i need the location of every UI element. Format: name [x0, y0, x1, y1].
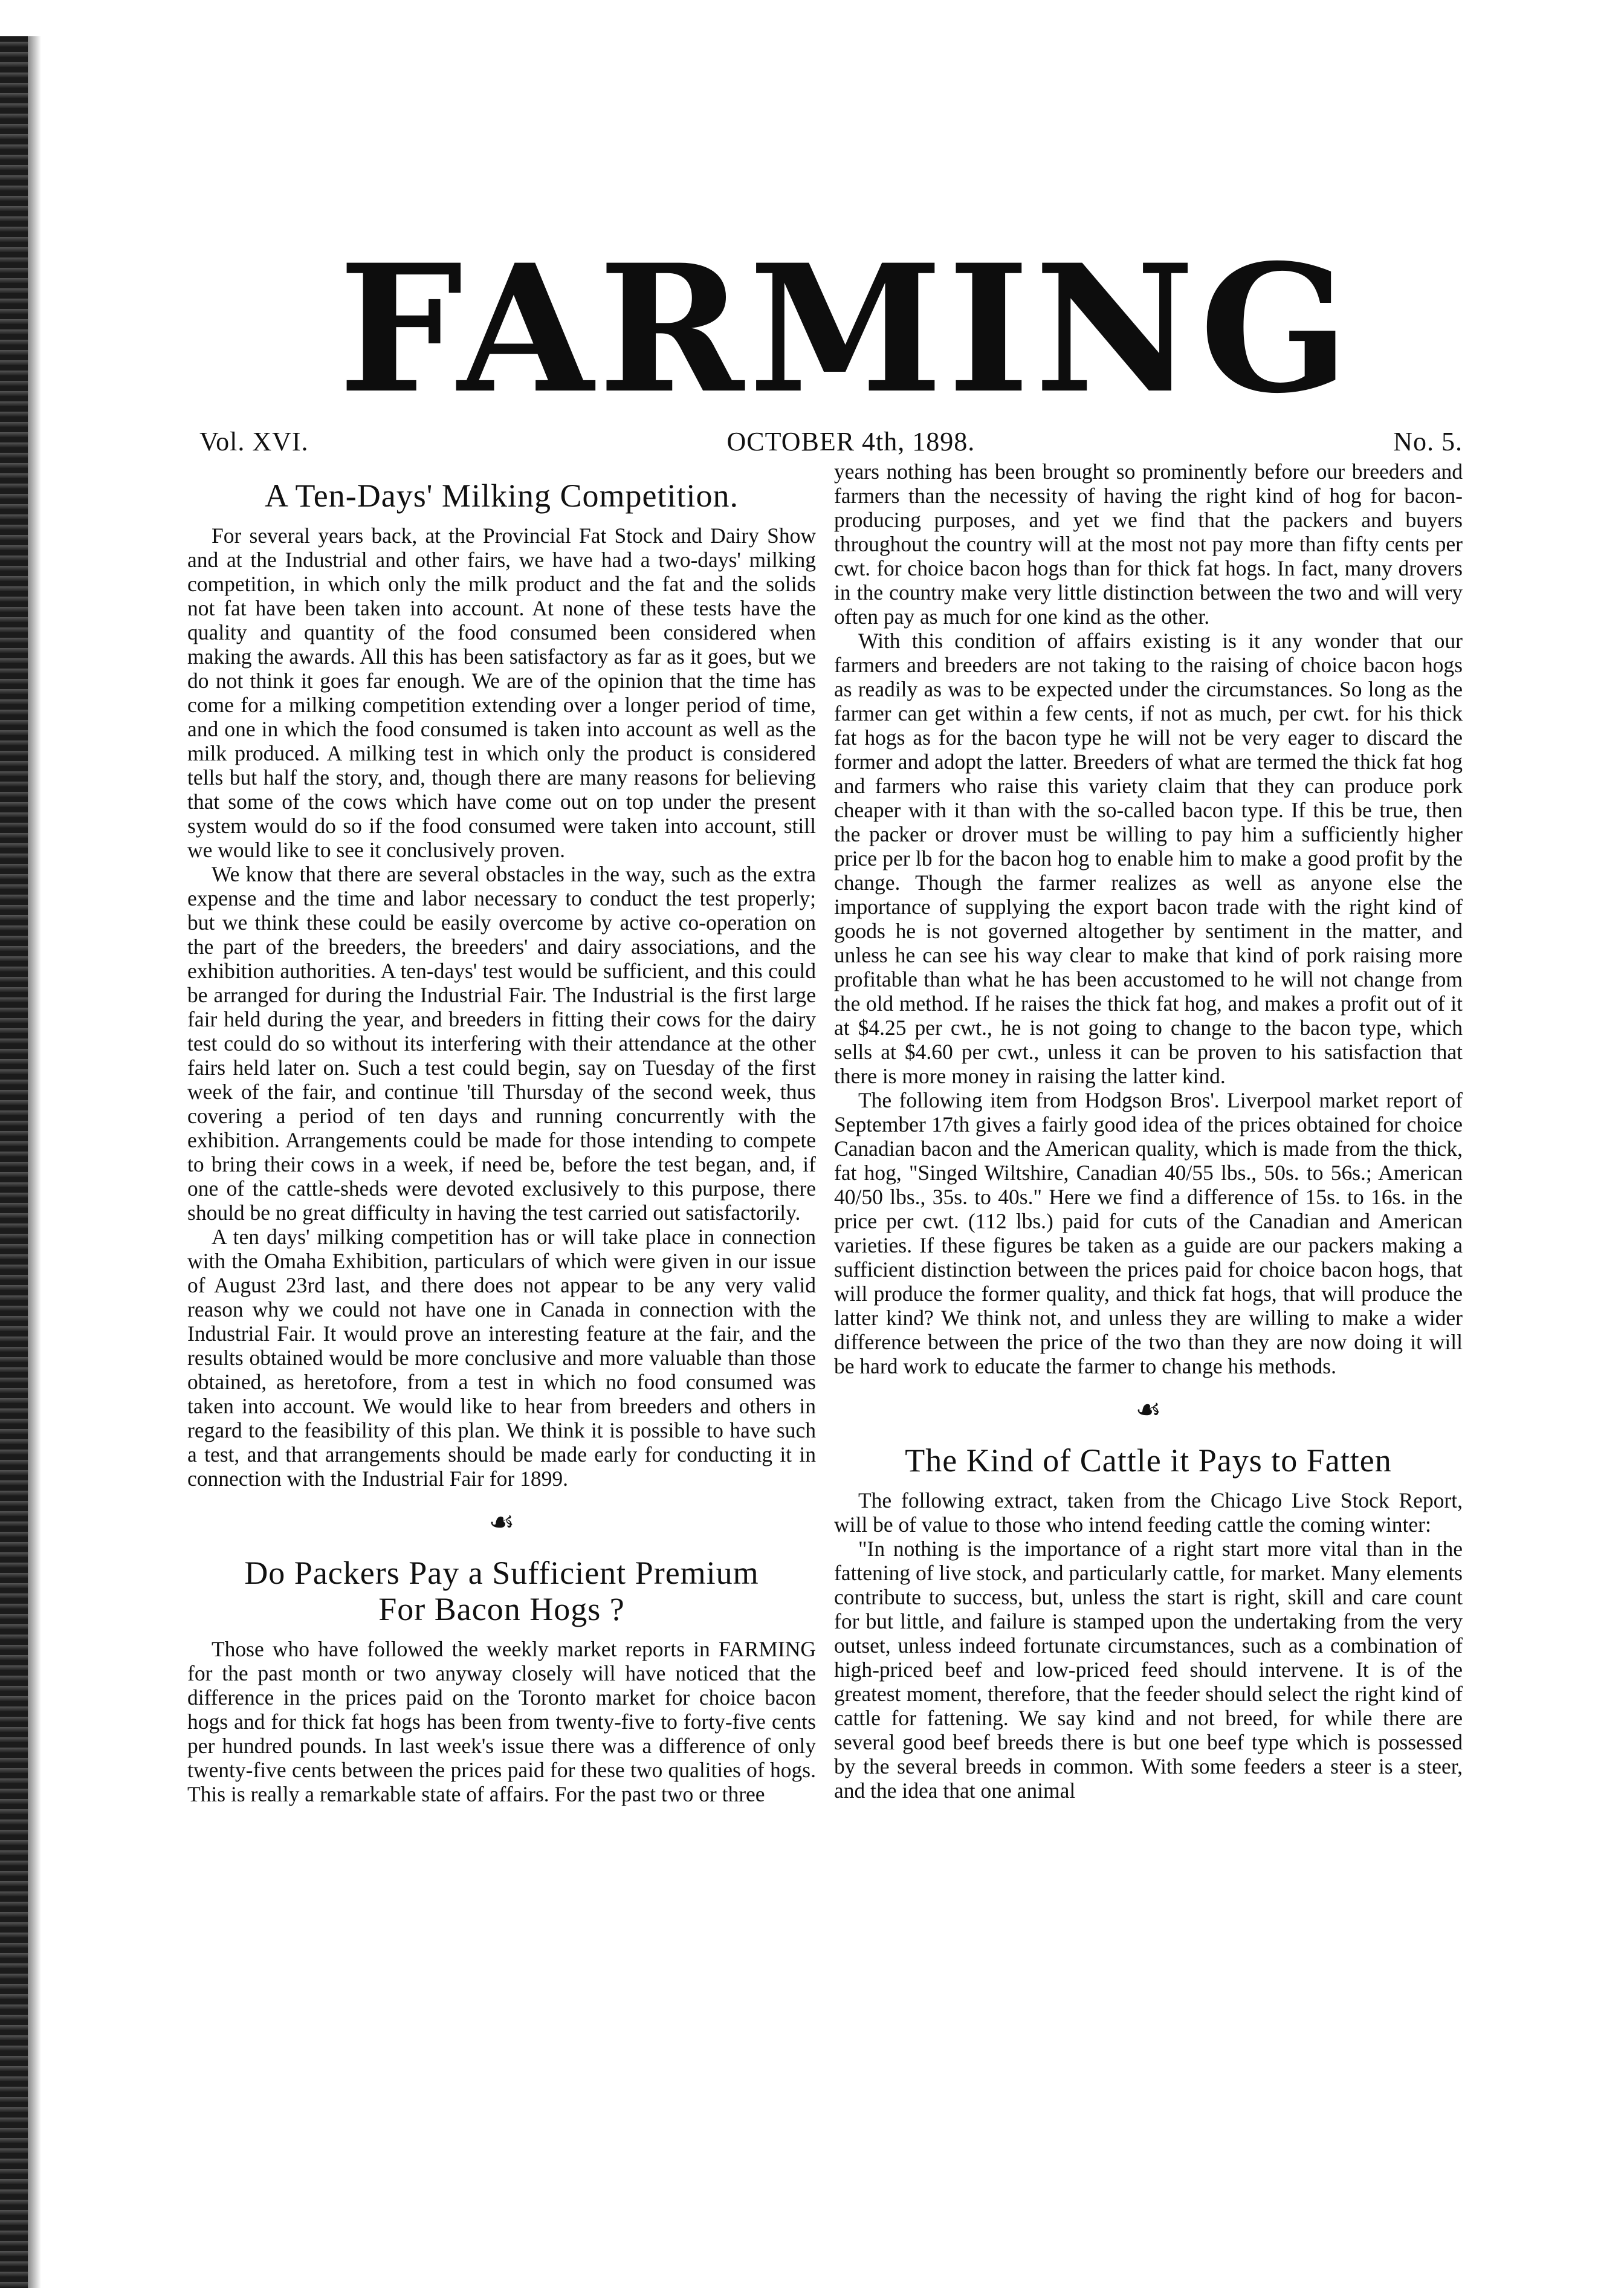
- article-paragraph: For several years back, at the Provincial Fat Stock and Dairy Show and at the Industrial and other fairs, we have had a two-days' milking competition, in which only the milk product and the fat and the solids not fat have been taken into account. At none of these tests have the quality and quantity of the food consumed been considered when making the awards. All this has been satisfactory as far as it goes, but we do not think it goes far enough. We are of the opinion that the time has come for a milking competition extending over a longer period of time, and one in which the food consumed is taken into account as well as the milk produced. A milking test in which only the product is considered tells but half the story, and, though there are many reasons for believing that some of the cows which have come out on top under the present system would do so if the food consumed were taken into account, still we would like to see it conclusively proven.: [187, 523, 816, 862]
- article-paragraph: A ten days' milking competition has or will take place in connection with the Omaha Exhibition, particulars of which were given in our issue of August 23rd last, and there does not appear to be any very valid reason why we could not have one in Canada in connection with the Industrial Fair. It would prove an interesting feature at the fair, and the results obtained would be more conclusive and more valuable than those obtained, as heretofore, from a test in which no food consumed was taken into account. We would like to hear from breeders and others in regard to the feasibility of this plan. We think it is possible to have such a test, and that arrangements should be made early for conducting it in connection with the Industrial Fair for 1899.: [187, 1225, 816, 1491]
- article-paragraph: With this condition of affairs existing is it any wonder that our farmers and breeders are not taking to the raising of choice bacon hogs as readily as was to be expected under the circumstances. So long as the farmer can get within a few cents, if not as much, per cwt. for his thick fat hogs as for the bacon type he will not be very eager to discard the former and adopt the latter. Breeders of what are termed the thick fat hog and farmers who raise this variety claim that they can produce pork cheaper with it than with the so-called bacon type. If this be true, then the packer or drover must be willing to pay him a sufficiently higher price per lb for the bacon hog to enable him to make a good profit by the change. Though the farmer realizes as well as anyone else the importance of supplying the export bacon trade with the right kind of goods he is not governed altogether by sentiment in the matter, and unless he can see his way clear to make that kind of pork raising more profitable than what he has been accustomed to he will not change from the old method. If he raises the thick fat hog, and makes a profit out of it at $4.25 per cwt., he is not going to change to the bacon type, which sells at $4.60 per cwt., unless it can be proven to his satisfaction that there is more money in raising the latter kind.: [834, 629, 1463, 1088]
- article-headline: [187, 1555, 816, 1627]
- right-column: [834, 459, 1463, 1803]
- headline-line-2: For Bacon Hogs ?: [378, 1591, 625, 1627]
- article-headline: A Ten-Days' Milking Competition.: [265, 478, 739, 514]
- article-paragraph-continued: years nothing has been brought so prominently before our breeders and farmers than the necessity of having the right kind of hog for bacon-producing purposes, and yet we find that the packers and buyers throughout the country will at the most not pay more than fifty cents per cwt. for choice bacon hogs than for thick fat hogs. In fact, many drovers in the country make very little distinction between the two and will very often pay as much for one kind as the other.: [834, 459, 1463, 629]
- article-paragraph: "In nothing is the importance of a right start more vital than in the fattening of live stock, and particularly cattle, for market. Many elements contribute to success, but, unless the start is right, skill and care count for but little, and failure is stamped upon the undertaking from the very outset, unless indeed fortunate circumstances, such as a combination of high-priced beef and low-priced feed should intervene. It is of the greatest moment, therefore, that the feeder should select the right kind of cattle for fattening. We say kind and not breed, for while there are several good beef breeds there is but one beef type which is possessed by the several breeds in common. With some feeders a steer is a steer, and the idea that one animal: [834, 1537, 1463, 1803]
- issue-number: No. 5.: [1393, 426, 1463, 456]
- masthead-title: FARMING: [338, 227, 1354, 432]
- issue-date: OCTOBER 4th, 1898.: [726, 426, 975, 456]
- volume-label: Vol. XVI.: [199, 426, 309, 456]
- section-divider-ornament-icon: ☙: [1135, 1394, 1162, 1426]
- dateline: [199, 423, 1463, 459]
- article-cattle-fatten: [834, 1442, 1463, 1803]
- article-milking-competition: [187, 478, 816, 1491]
- article-paragraph: Those who have followed the weekly market reports in FARMING for the past month or two anyway closely will have noticed that the difference in the prices paid on the Toronto market for choice bacon hogs and for thick fat hogs has been from twenty-five to forty-five cents per hundred pounds. In last week's issue there was a difference of only twenty-five cents between the prices paid for these two qualities of hogs. This is really a remarkable state of affairs. For the past two or three: [187, 1637, 816, 1806]
- article-bacon-hogs-continued: [834, 459, 1463, 1378]
- page-binding-shadow: [28, 36, 41, 2288]
- headline-line-1: Do Packers Pay a Sufficient Premium: [244, 1555, 759, 1591]
- article-paragraph: We know that there are several obstacles in the way, such as the extra expense and the time and labor necessary to conduct the test properly; but we think these could be easily overcome by active co-operation on the part of the breeders, the breeders' and dairy associations, and the exhibition authorities. A ten-days' test would be sufficient, and this could be arranged for during the Industrial Fair. The Industrial is the first large fair held during the year, and breeders in fitting their cows for the dairy test could do so without its interfering with their attendance at the other fairs held later on. Such a test could begin, say on Tuesday of the first week of the fair, and continue 'till Thursday of the second week, thus covering a period of ten days and running concurrently with the exhibition. Arrangements could be made for those intending to compete to bring their cows in a week, if need be, before the test began, and, if one of the cattle-sheds were devoted exclusively to this purpose, there should be no great difficulty in having the test carried out satisfactorily.: [187, 862, 816, 1225]
- article-bacon-hogs: [187, 1555, 816, 1806]
- article-paragraph: The following item from Hodgson Bros'. Liverpool market report of September 17th gives a fairly good idea of the prices obtained for choice Canadian bacon and the American quality, which is made from the thick, fat hog, "Singed Wiltshire, Canadian 40/55 lbs., 50s. to 56s.; American 40/50 lbs., 35s. to 40s." Here we find a difference of 15s. to 16s. in the price per cwt. (112 lbs.) paid for cuts of the Canadian and American varieties. If these figures be taken as a guide are our packers making a sufficient distinction between the prices paid for choice bacon hogs, that will produce the former quality, and thick fat hogs, that will produce the latter kind? We think not, and unless they are willing to make a wider difference between the price of the two than they are now doing it will be hard work to educate the farmer to change his methods.: [834, 1088, 1463, 1378]
- page-binding-edge: [0, 36, 28, 2288]
- left-column: [187, 478, 816, 1806]
- section-divider-ornament-icon: ☙: [488, 1506, 515, 1538]
- article-paragraph: The following extract, taken from the Chicago Live Stock Report, will be of value to those who intend feeding cattle the coming winter:: [834, 1488, 1463, 1537]
- article-headline: The Kind of Cattle it Pays to Fatten: [905, 1442, 1392, 1479]
